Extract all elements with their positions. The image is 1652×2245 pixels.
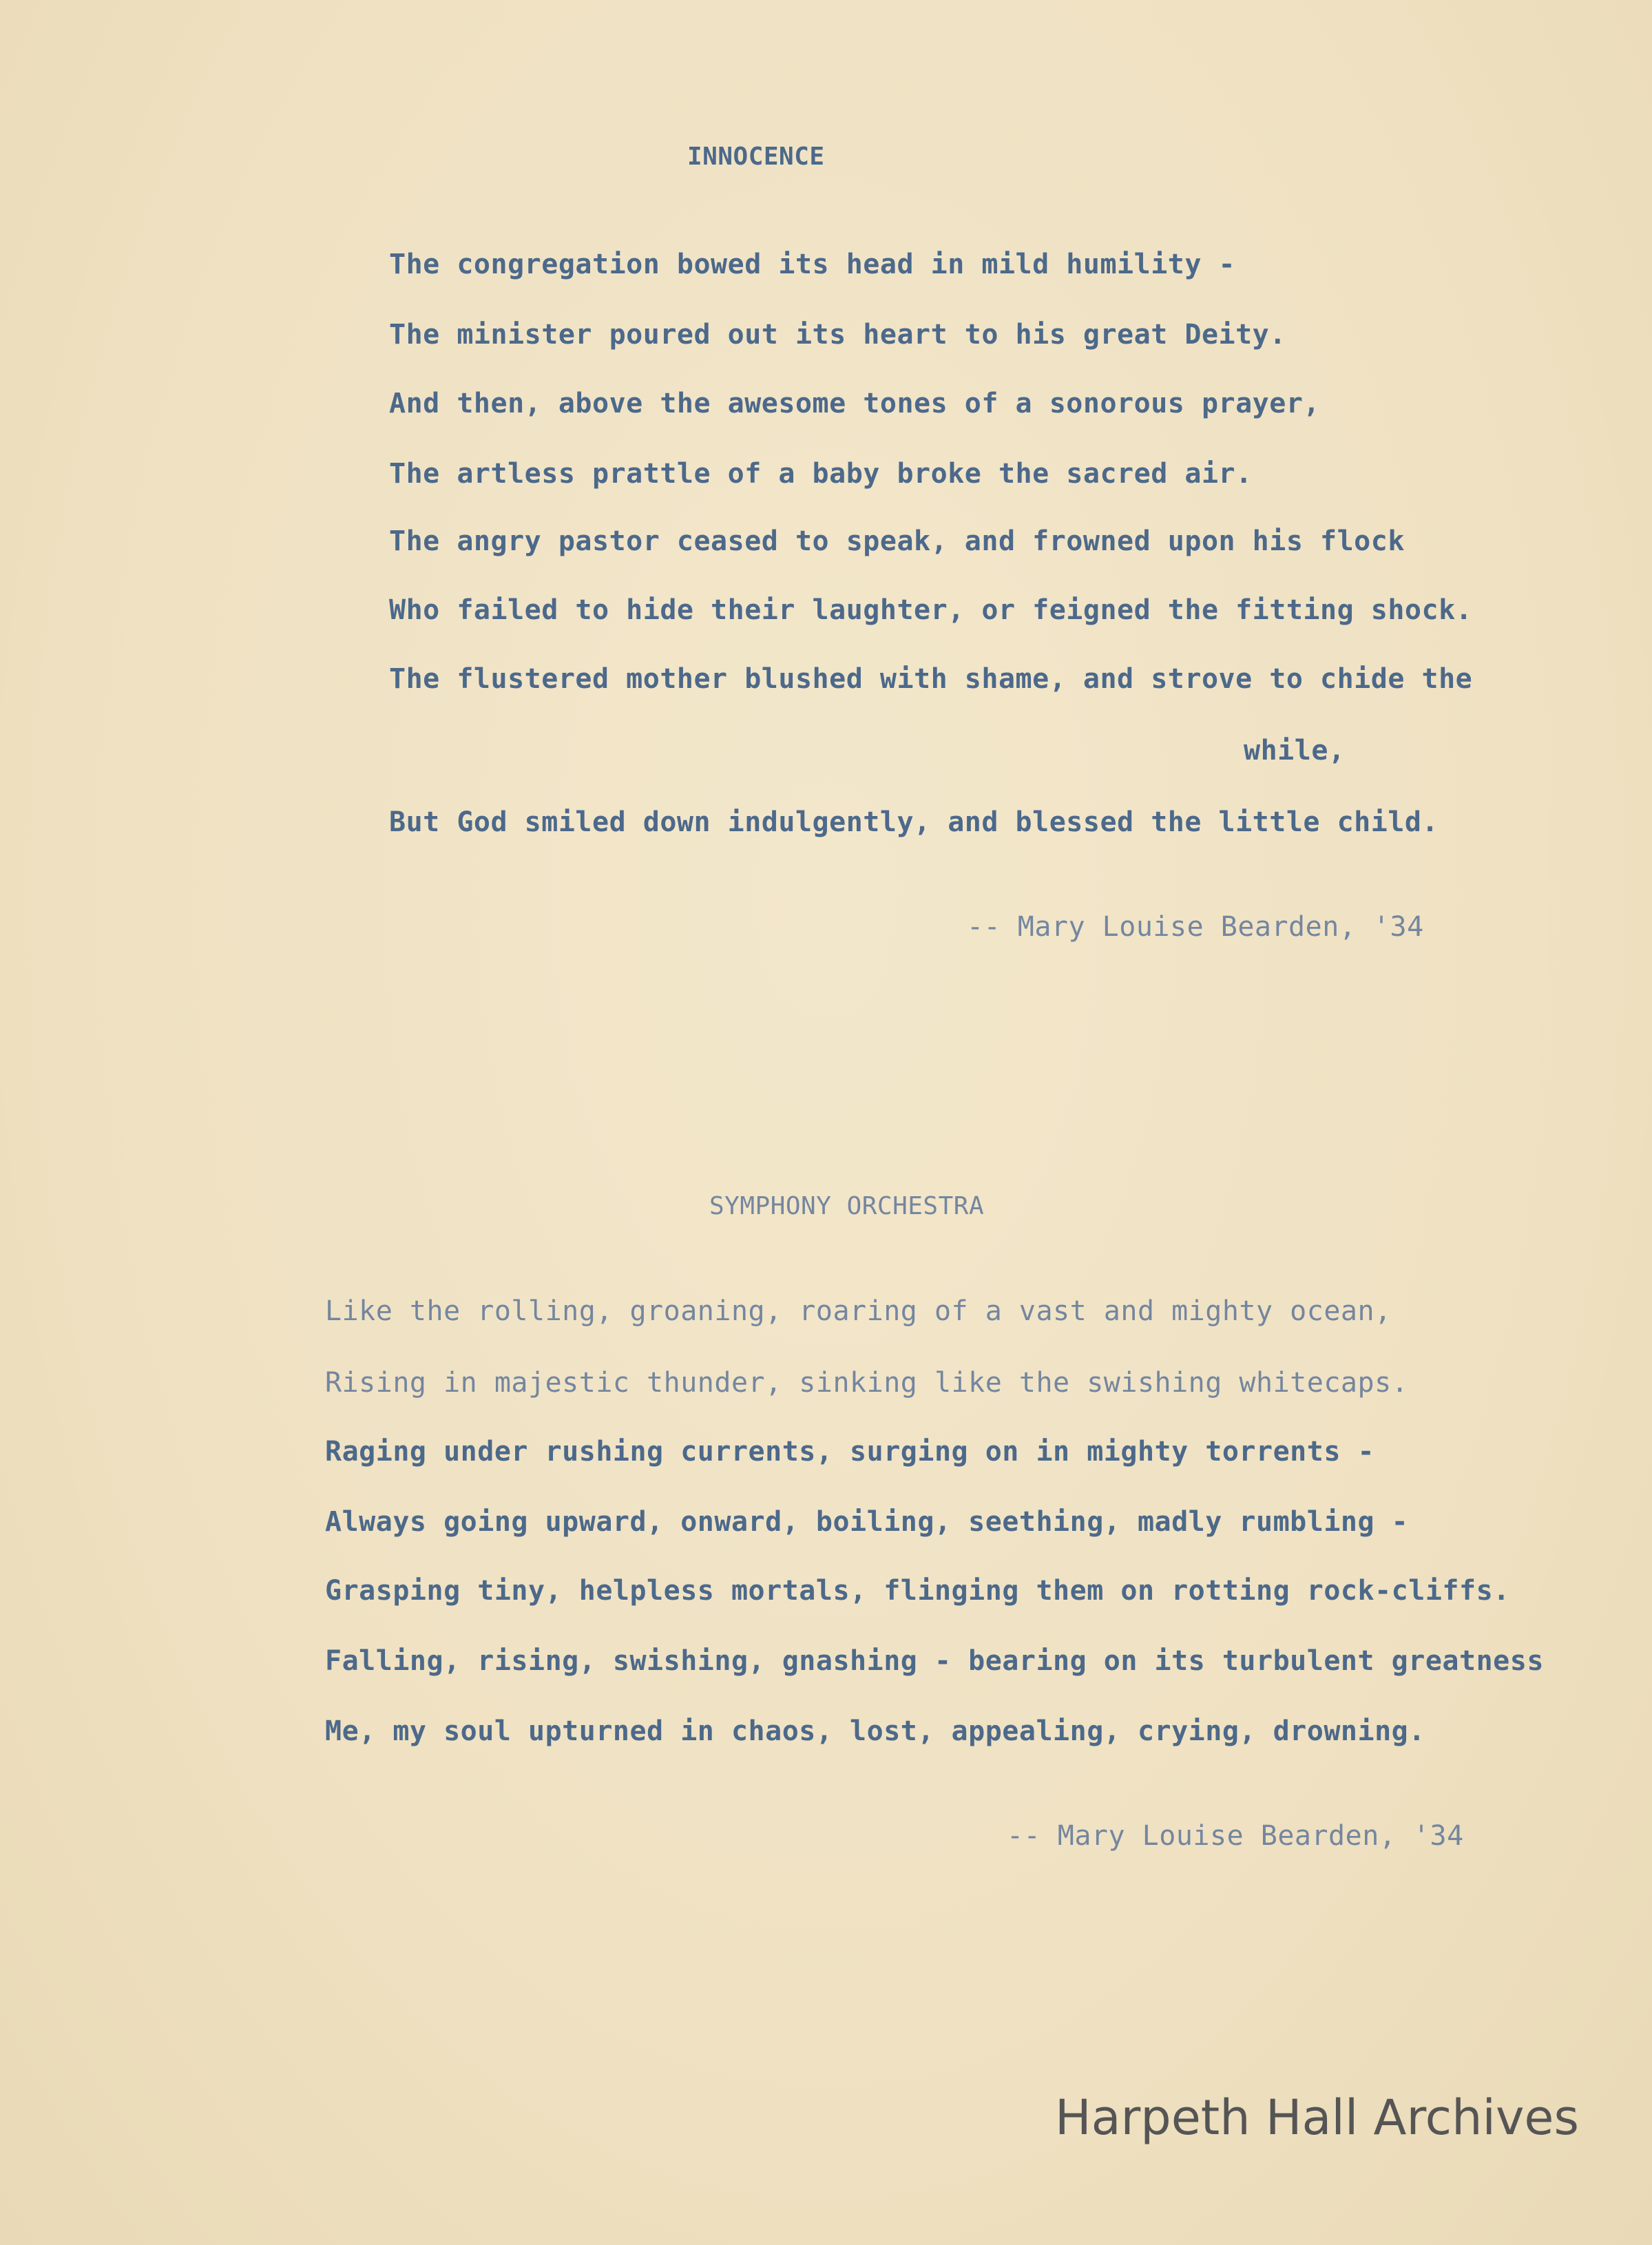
poem-line: The flustered mother blushed with shame, and strove to chide the [389,663,1473,695]
poem-line: The congregation bowed its head in mild humility - [389,249,1236,280]
poem-attribution: -- Mary Louise Bearden, '34 [1007,1820,1464,1852]
poem-line: Raging under rushing currents, surging on in mighty torrents - [325,1436,1375,1468]
poem-line: Always going upward, onward, boiling, seething, madly rumbling - [325,1506,1409,1538]
poem-title-innocence: INNOCENCE [687,143,825,171]
poem-line: The minister poured out its heart to his great Deity. [389,319,1286,351]
poem-line: The artless prattle of a baby broke the sacred air. [389,458,1253,490]
poem-title-symphony-orchestra: SYMPHONY ORCHESTRA [709,1192,985,1220]
poem-line-continuation: while, [1244,735,1346,766]
poem-line: And then, above the awesome tones of a sonorous prayer, [389,388,1321,419]
poem-attribution: -- Mary Louise Bearden, '34 [967,911,1424,943]
poem-line: Me, my soul upturned in chaos, lost, appealing, crying, drowning. [325,1715,1425,1747]
poem-line: But God smiled down indulgently, and blessed the little child. [389,806,1439,838]
poem-line: The angry pastor ceased to speak, and frowned upon his flock [389,525,1405,557]
archive-watermark: Harpeth Hall Archives [1055,2089,1579,2146]
poem-line: Who failed to hide their laughter, or feigned the fitting shock. [389,594,1473,626]
poem-line: Rising in majestic thunder, sinking like the swishing whitecaps. [325,1367,1409,1399]
poem-line: Falling, rising, swishing, gnashing - bearing on its turbulent greatness [325,1645,1544,1677]
poem-line: Like the rolling, groaning, roaring of a vast and mighty ocean, [325,1295,1392,1327]
poem-line: Grasping tiny, helpless mortals, flinging them on rotting rock-cliffs. [325,1575,1510,1607]
